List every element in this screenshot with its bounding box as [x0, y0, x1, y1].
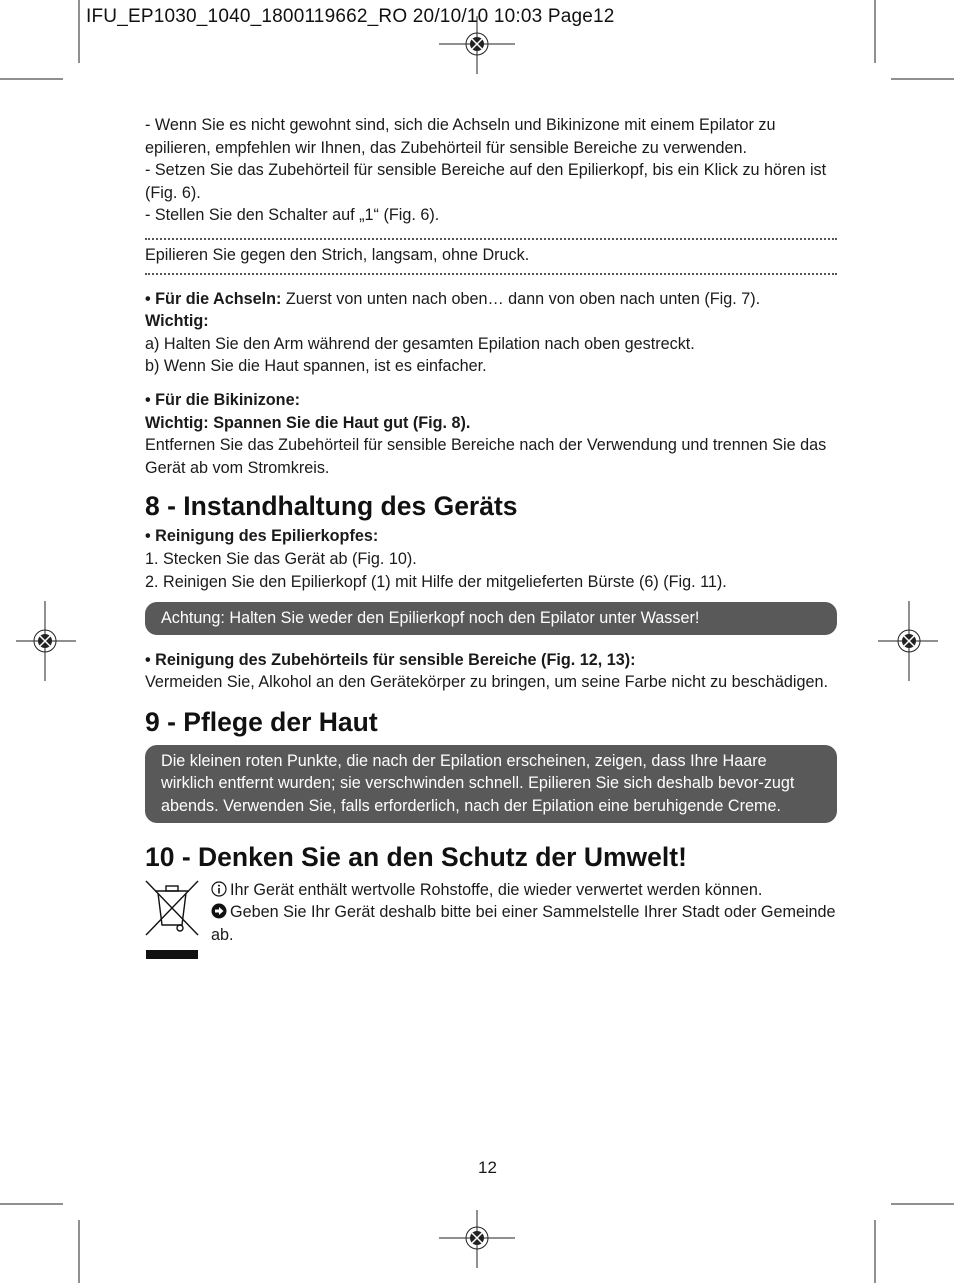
- dotted-divider: [145, 238, 837, 240]
- page-content: [145, 114, 837, 969]
- arrow-circle-icon: [211, 903, 227, 919]
- page-number: 12: [478, 1158, 497, 1177]
- environment-text: [211, 879, 837, 970]
- registration-mark-right: [878, 601, 938, 681]
- registration-mark-left: [16, 601, 76, 681]
- accessory-cleaning-text: Vermeiden Sie, Alkohol an den Gerätekörper zu bringen, um seine Farbe nicht zu beschädigen.: [145, 673, 828, 692]
- warning-box: Achtung: Halten Sie weder den Epilierkopf noch den Epilator unter Wasser!: [145, 602, 837, 635]
- intro-line-3: - Stellen Sie den Schalter auf „1“ (Fig. 6).: [145, 206, 440, 225]
- section-9-title: 9 - Pflege der Haut: [145, 706, 378, 737]
- technique-note: Epilieren Sie gegen den Strich, langsam, ohne Druck.: [145, 245, 530, 264]
- armpits-tip-a: a) Halten Sie den Arm während der gesamten Epilation nach oben gestreckt.: [145, 334, 695, 353]
- section-8-title: 8 - Instandhaltung des Geräts: [145, 491, 518, 522]
- cleaning-step-1: 1. Stecken Sie das Gerät ab (Fig. 10).: [145, 549, 417, 568]
- print-slug: IFU_EP1030_1040_1800119662_RO 20/10/10 10:03 Page12: [86, 6, 615, 27]
- bikini-text: Entfernen Sie das Zubehörteil für sensible Bereiche nach der Verwendung und trennen Sie das Gerät ab vom Stromkreis.: [145, 436, 827, 477]
- armpits-text: Zuerst von unten nach oben… dann von oben nach unten (Fig. 7).: [281, 289, 761, 308]
- environment-block: [145, 879, 837, 970]
- environment-line-2: [211, 901, 837, 946]
- info-icon: [211, 881, 227, 897]
- weee-icon-wrap: [145, 879, 211, 970]
- armpits-tip-b: b) Wenn Sie die Haut spannen, ist es einfacher.: [145, 357, 487, 376]
- dotted-divider: [145, 273, 837, 275]
- armpits-label: • Für die Achseln:: [145, 289, 282, 308]
- skin-care-box: Die kleinen roten Punkte, die nach der Epilation erscheinen, zeigen, dass Ihre Haare wirklich entfernt wurden; sie verschwinden schnell. Epilieren Sie sich deshalb bevor-zugt abends. Verwenden Sie, falls erforderlich, nach der Epilation eine beruhigende Creme.: [145, 745, 837, 823]
- bikini-important: Wichtig: Spannen Sie die Haut gut (Fig. 8).: [145, 413, 471, 432]
- section-10-title: 10 - Denken Sie an den Schutz der Umwelt!: [145, 841, 687, 872]
- intro-line-2: - Setzen Sie das Zubehörteil für sensible Bereiche auf den Epilierkopf, bis ein Klick zu hören ist (Fig. 6).: [145, 161, 827, 202]
- intro-line-1: - Wenn Sie es nicht gewohnt sind, sich die Achseln und Bikinizone mit einem Epilator zu epilieren, empfehlen wir Ihnen, das Zubehörteil für sensible Bereiche zu verwenden.: [145, 116, 776, 157]
- crossed-bin-icon: [145, 879, 201, 963]
- bikini-label: • Für die Bikinizone:: [145, 390, 300, 409]
- accessory-cleaning-head: • Reinigung des Zubehörteils für sensible Bereiche (Fig. 12, 13):: [145, 650, 636, 669]
- cleaning-step-2: 2. Reinigen Sie den Epilierkopf (1) mit Hilfe der mitgelieferten Bürste (6) (Fig. 11).: [145, 572, 727, 591]
- registration-mark-top: [437, 16, 517, 76]
- armpits-instruction: [145, 288, 837, 311]
- environment-line-2-text: Geben Sie Ihr Gerät deshalb bitte bei einer Sammelstelle Ihrer Stadt oder Gemeinde ab.: [211, 903, 836, 944]
- armpits-important: Wichtig:: [145, 312, 209, 331]
- registration-mark-bottom: [437, 1208, 517, 1268]
- cleaning-head: • Reinigung des Epilierkopfes:: [145, 527, 379, 546]
- environment-line-1-text: Ihr Gerät enthält wertvolle Rohstoffe, die wieder verwertet werden können.: [230, 880, 763, 899]
- environment-line-1: [211, 879, 837, 902]
